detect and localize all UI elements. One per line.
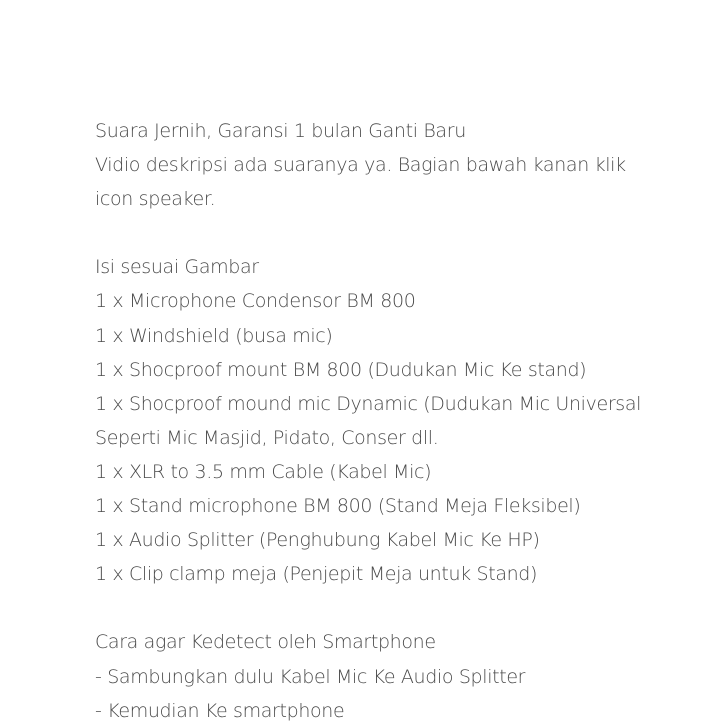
contents-item: 1 x Windshield (busa mic) [95,324,333,347]
description-line: icon speaker. [95,188,216,211]
paragraph-spacer [95,591,715,625]
contents-heading: Isi sesuai Gambar [95,256,259,279]
instruction-step: - Sambungkan dulu Kabel Mic Ke Audio Splitter [95,665,526,688]
contents-item: 1 x Shocproof mount BM 800 (Dudukan Mic Ke stand) [95,358,587,381]
intro-block [95,114,715,216]
instruction-step: - Kemudian Ke smartphone [95,699,345,722]
description-line: Vidio deskripsi ada suaranya ya. Bagian bawah kanan klik [95,154,626,177]
product-description [95,114,715,728]
contents-item: 1 x Stand microphone BM 800 (Stand Meja Fleksibel) [95,495,581,518]
package-contents-block [95,250,715,591]
contents-item: 1 x XLR to 3.5 mm Cable (Kabel Mic) [95,460,432,483]
contents-item: 1 x Microphone Condensor BM 800 [95,290,416,313]
contents-item: 1 x Clip clamp meja (Penjepit Meja untuk Stand) [95,563,538,586]
contents-item: 1 x Audio Splitter (Penghubung Kabel Mic Ke HP) [95,529,540,552]
paragraph-spacer [95,216,715,250]
contents-item: Seperti Mic Masjid, Pidato, Conser dll. [95,426,439,449]
description-line: Suara Jernih, Garansi 1 bulan Ganti Baru [95,120,466,142]
instructions-block [95,625,715,727]
contents-item: 1 x Shocproof mound mic Dynamic (Dudukan Mic Universal [95,392,642,415]
instructions-heading: Cara agar Kedetect oleh Smartphone [95,631,436,654]
